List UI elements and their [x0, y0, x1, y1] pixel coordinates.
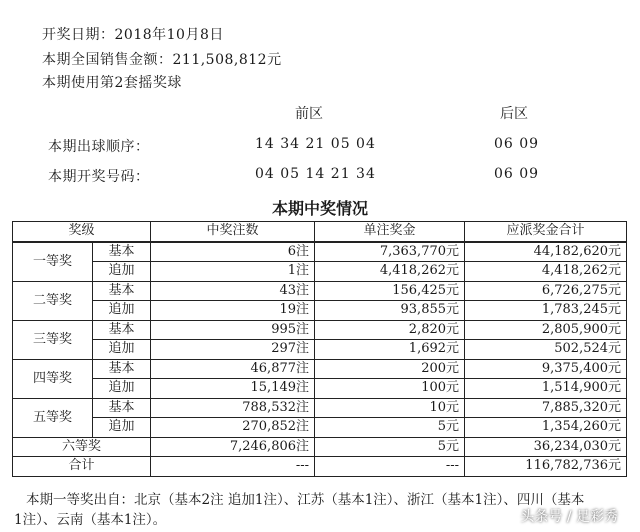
table-row-sixth: [13, 437, 627, 457]
table-row: [13, 379, 627, 399]
winning-numbers-back: 06 09: [494, 166, 540, 182]
type-cell: 基本: [93, 398, 151, 418]
watermark: 头条号 / 足彩秀: [520, 509, 618, 525]
footnote-line1: 本期一等奖出自：北京（基本2注 追加1注）、江苏（基本1注）、浙江（基本1注）、四川（基本: [26, 492, 585, 508]
prize-cell: 93,855元: [315, 301, 465, 321]
table-row: [13, 301, 627, 321]
table-row: [13, 398, 627, 418]
table-row: [13, 320, 627, 340]
sum-prize: ---: [315, 457, 465, 477]
draw-order-back: 06 09: [494, 136, 540, 152]
draw-order-label: 本期出球顺序：: [48, 139, 150, 155]
total-cell: 44,182,620元: [465, 242, 627, 262]
footnote-line2: 1注）、云南（基本1注）。: [14, 512, 167, 528]
total-cell: 1,783,245元: [465, 301, 627, 321]
count-cell: 19注: [151, 301, 315, 321]
prize-cell: 10元: [315, 398, 465, 418]
header-count: 中奖注数: [151, 222, 315, 242]
type-cell: 追加: [93, 301, 151, 321]
total-cell: 6,726,275元: [465, 281, 627, 301]
total-cell: 1,354,260元: [465, 418, 627, 438]
level-cell: 五等奖: [13, 398, 93, 437]
header-level: 奖级: [13, 222, 151, 242]
table-row: [13, 340, 627, 360]
type-cell: 基本: [93, 281, 151, 301]
front-zone-header: 前区: [295, 106, 323, 122]
prize-cell: 100元: [315, 379, 465, 399]
total-cell: 502,524元: [465, 340, 627, 360]
sum-total: 116,782,736元: [465, 457, 627, 477]
back-zone-header: 后区: [500, 106, 528, 122]
level-cell: 三等奖: [13, 320, 93, 359]
type-cell: 追加: [93, 340, 151, 360]
total-cell: 36,234,030元: [465, 437, 627, 457]
type-cell: 追加: [93, 418, 151, 438]
level-cell: 四等奖: [13, 359, 93, 398]
draw-order-front: 14 34 21 05 04: [255, 136, 376, 152]
type-cell: 追加: [93, 379, 151, 399]
level-cell: 二等奖: [13, 281, 93, 320]
prize-cell: 200元: [315, 359, 465, 379]
total-cell: 1,514,900元: [465, 379, 627, 399]
total-sales: 本期全国销售金额：211,508,812元: [42, 52, 282, 68]
count-cell: 995注: [151, 320, 315, 340]
total-cell: 7,885,320元: [465, 398, 627, 418]
prize-table: [12, 221, 627, 477]
prize-cell: 156,425元: [315, 281, 465, 301]
count-cell: 297注: [151, 340, 315, 360]
prize-cell: 7,363,770元: [315, 242, 465, 262]
table-header-row: [13, 222, 627, 242]
table-row: [13, 359, 627, 379]
table-row: [13, 418, 627, 438]
draw-date: 开奖日期：2018年10月8日: [42, 27, 224, 43]
type-cell: 基本: [93, 242, 151, 262]
count-cell: 6注: [151, 242, 315, 262]
total-cell: 2,805,900元: [465, 320, 627, 340]
type-cell: 追加: [93, 262, 151, 282]
table-row: [13, 242, 627, 262]
total-cell: 4,418,262元: [465, 262, 627, 282]
header-total: 应派奖金合计: [465, 222, 627, 242]
count-cell: 1注: [151, 262, 315, 282]
ball-set: 本期使用第2套摇奖球: [42, 75, 182, 91]
prize-cell: 2,820元: [315, 320, 465, 340]
sum-label: 合计: [13, 457, 151, 477]
count-cell: 7,246,806注: [151, 437, 315, 457]
table-row: [13, 281, 627, 301]
table-title: 本期中奖情况: [271, 199, 368, 218]
prize-cell: 1,692元: [315, 340, 465, 360]
count-cell: 788,532注: [151, 398, 315, 418]
header-prize: 单注奖金: [315, 222, 465, 242]
total-cell: 9,375,400元: [465, 359, 627, 379]
type-cell: 基本: [93, 359, 151, 379]
prize-cell: 4,418,262元: [315, 262, 465, 282]
count-cell: 270,852注: [151, 418, 315, 438]
count-cell: 15,149注: [151, 379, 315, 399]
table-row: [13, 262, 627, 282]
level-cell: 一等奖: [13, 242, 93, 282]
winning-numbers-label: 本期开奖号码：: [48, 169, 150, 185]
table-row-sum: [13, 457, 627, 477]
type-cell: 基本: [93, 320, 151, 340]
winning-numbers-front: 04 05 14 21 34: [255, 166, 376, 182]
sum-count: ---: [151, 457, 315, 477]
prize-cell: 5元: [315, 418, 465, 438]
count-cell: 46,877注: [151, 359, 315, 379]
prize-cell: 5元: [315, 437, 465, 457]
count-cell: 43注: [151, 281, 315, 301]
level-cell: 六等奖: [13, 437, 151, 457]
